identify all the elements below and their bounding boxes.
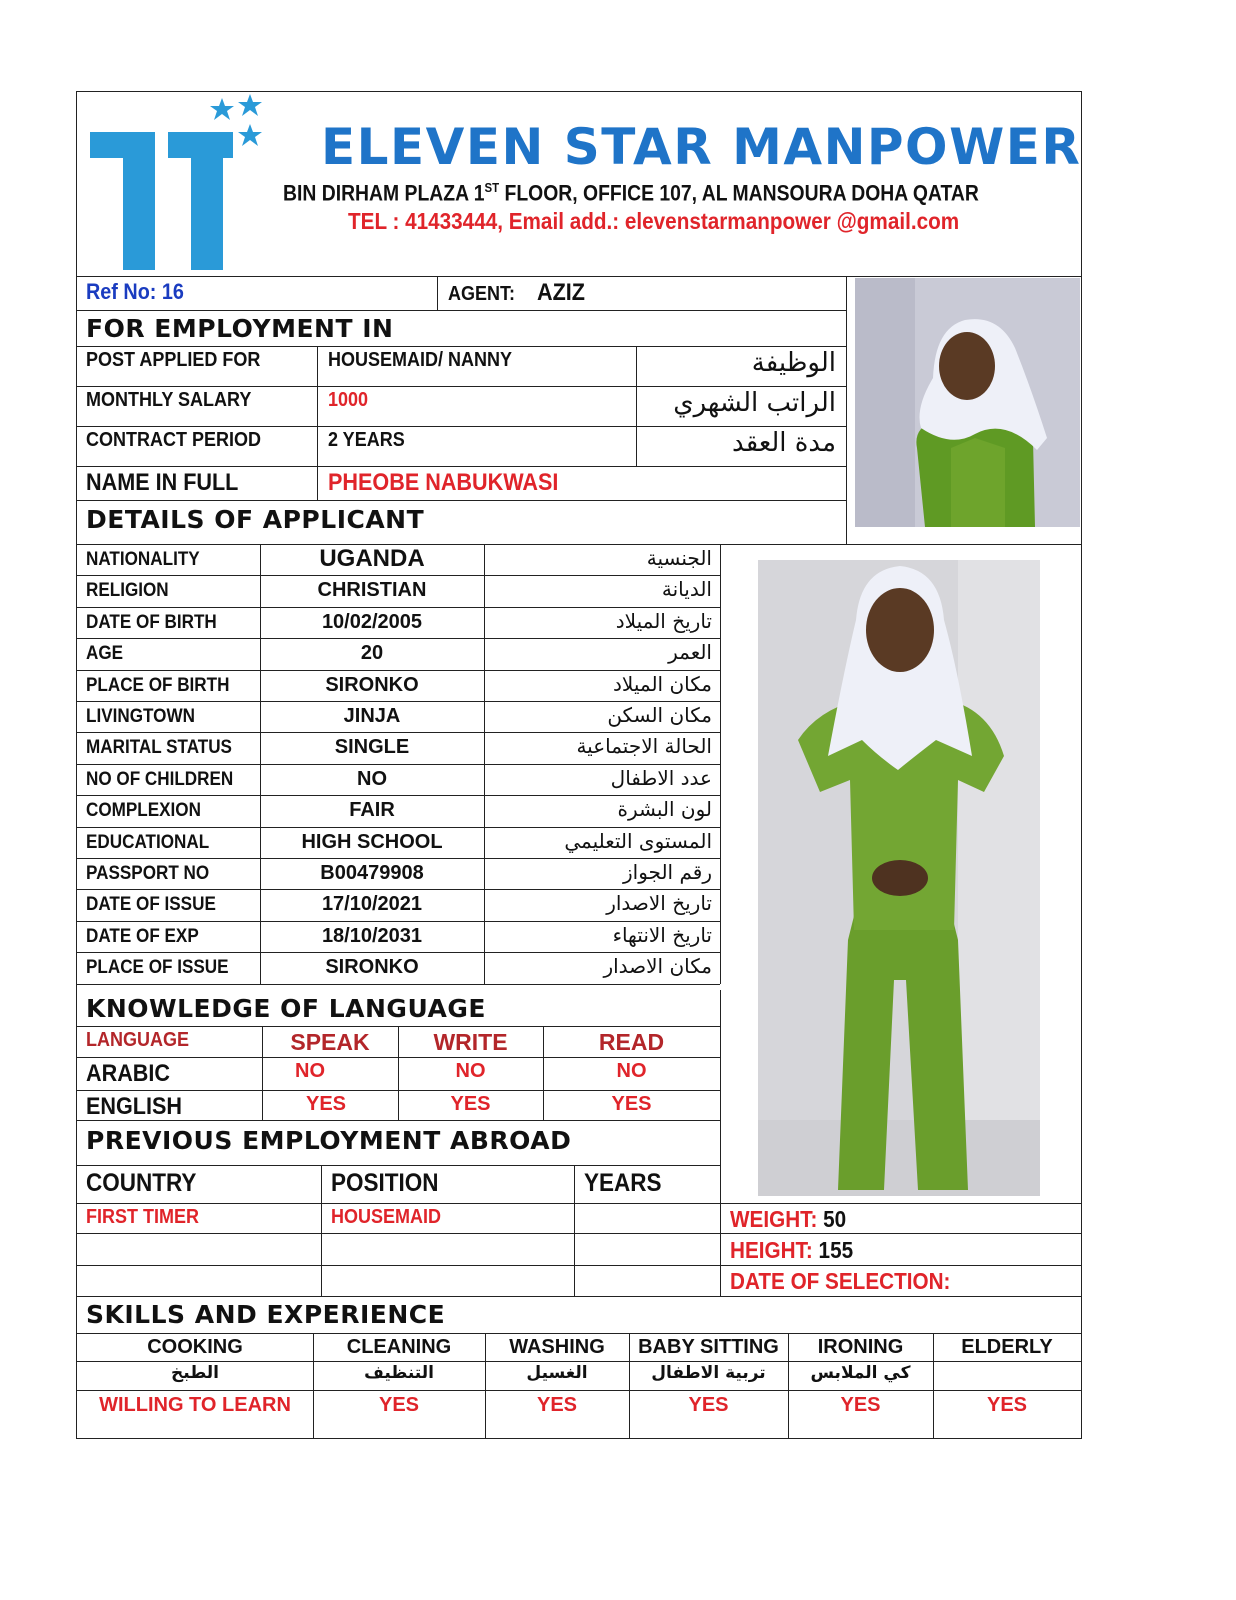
- previous-header: POSITION: [331, 1169, 439, 1197]
- detail-label: LIVINGTOWN: [86, 706, 195, 727]
- detail-value: JINJA: [343, 705, 401, 727]
- detail-value: 20: [360, 642, 384, 665]
- company-address: [283, 180, 979, 206]
- applicant-photo-portrait: [855, 278, 1080, 527]
- language-header: SPEAK: [290, 1029, 370, 1055]
- detail-label: NATIONALITY: [86, 549, 200, 570]
- detail-value: SINGLE: [334, 736, 410, 759]
- detail-value: SIRONKO: [325, 956, 419, 979]
- address-superscript: ST: [484, 180, 500, 195]
- details-section-title: DETAILS OF APPLICANT: [86, 505, 425, 534]
- language-value: NO: [616, 1060, 647, 1082]
- employment-row-label: POST APPLIED FOR: [86, 349, 261, 371]
- agent-label: AGENT:: [448, 283, 516, 305]
- detail-arabic: لون البشرة: [617, 797, 712, 822]
- detail-value: 17/10/2021: [321, 893, 423, 916]
- detail-arabic: رقم الجواز: [623, 860, 712, 884]
- detail-value: NO: [357, 767, 387, 790]
- previous-position: HOUSEMAID: [331, 1206, 442, 1228]
- logo-digits: [90, 132, 233, 270]
- skill-value: WILLING TO LEARN: [99, 1394, 291, 1416]
- previous-header: COUNTRY: [86, 1169, 197, 1197]
- detail-arabic: الديانة: [661, 577, 712, 602]
- employment-row-label: MONTHLY SALARY: [86, 389, 252, 411]
- detail-label: DATE OF BIRTH: [86, 611, 217, 633]
- height-label: HEIGHT:: [730, 1237, 813, 1263]
- detail-label: MARITAL STATUS: [86, 737, 232, 759]
- language-section-title: KNOWLEDGE OF LANGUAGE: [86, 994, 486, 1023]
- language-value: YES: [450, 1093, 491, 1115]
- detail-arabic: الجنسية: [646, 546, 712, 570]
- skill-name-arabic: الطبخ: [171, 1363, 219, 1383]
- salary-value: 1000: [328, 389, 369, 411]
- detail-value: UGANDA: [319, 545, 425, 572]
- employment-row-value: HOUSEMAID/ NANNY: [328, 349, 513, 371]
- detail-arabic: مكان الميلاد: [613, 671, 712, 696]
- detail-value: CHRISTIAN: [317, 579, 427, 602]
- language-name: ARABIC: [86, 1060, 170, 1087]
- skill-name: ELDERLY: [961, 1336, 1053, 1358]
- star-icon: [238, 94, 262, 116]
- employment-row-value: 2 YEARS: [328, 429, 405, 451]
- full-name-value: PHEOBE NABUKWASI: [328, 469, 559, 496]
- skill-value: YES: [986, 1394, 1028, 1416]
- selection-date-label: DATE OF SELECTION:: [730, 1268, 951, 1294]
- language-value: YES: [305, 1093, 347, 1115]
- detail-label: DATE OF EXP: [86, 925, 199, 947]
- detail-arabic: تاريخ الميلاد: [615, 608, 712, 633]
- skill-value: YES: [840, 1394, 881, 1416]
- detail-arabic: مكان السكن: [607, 703, 712, 727]
- company-name: ELEVEN STAR MANPOWER: [321, 118, 1082, 176]
- detail-label: DATE OF ISSUE: [86, 894, 216, 916]
- detail-arabic: عدد الاطفال: [610, 765, 712, 790]
- language-value: NO: [295, 1060, 325, 1082]
- height-field: [730, 1237, 853, 1264]
- employment-row-arabic: الراتب الشهري: [673, 388, 836, 418]
- detail-value: 18/10/2031: [321, 924, 423, 947]
- detail-label: NO OF CHILDREN: [86, 768, 234, 790]
- previous-header: YEARS: [584, 1169, 662, 1197]
- ref-value: 16: [161, 279, 184, 304]
- height-value: 155: [818, 1237, 854, 1263]
- detail-arabic: العمر: [668, 640, 712, 665]
- ref-label: [86, 279, 184, 305]
- weight-value: 50: [823, 1206, 847, 1232]
- agent-value: AZIZ: [537, 279, 585, 306]
- detail-value: 10/02/2005: [321, 610, 423, 633]
- skill-name: CLEANING: [346, 1336, 452, 1358]
- detail-label: PLACE OF BIRTH: [86, 674, 230, 696]
- previous-country: FIRST TIMER: [86, 1206, 199, 1228]
- detail-label: AGE: [86, 643, 124, 665]
- company-contact: TEL : 41433444, Email add.: elevenstarmanpower @gmail.com: [348, 208, 960, 234]
- ref-label-text: Ref No:: [86, 279, 157, 304]
- company-logo: [85, 92, 275, 274]
- previous-section-title: PREVIOUS EMPLOYMENT ABROAD: [86, 1126, 572, 1155]
- language-header: READ: [598, 1029, 665, 1055]
- detail-value: FAIR: [349, 799, 395, 822]
- detail-value: HIGH SCHOOL: [301, 830, 443, 853]
- skill-name-arabic: التنظيف: [364, 1363, 434, 1383]
- weight-label: WEIGHT:: [730, 1206, 818, 1232]
- detail-label: PASSPORT NO: [86, 863, 210, 884]
- star-icon: [210, 98, 234, 120]
- language-header: LANGUAGE: [86, 1029, 190, 1051]
- weight-field: [730, 1206, 846, 1233]
- language-header: WRITE: [433, 1029, 508, 1055]
- language-value: NO: [455, 1060, 486, 1082]
- detail-arabic: تاريخ الاصدار: [606, 891, 712, 916]
- detail-arabic: تاريخ الانتهاء: [612, 922, 712, 947]
- detail-arabic: المستوى التعليمي: [564, 828, 712, 853]
- detail-label: EDUCATIONAL: [86, 831, 210, 853]
- address-line-end: FLOOR, OFFICE 107, AL MANSOURA DOHA QATAR: [499, 180, 979, 206]
- skills-section-title: SKILLS AND EXPERIENCE: [86, 1300, 446, 1329]
- detail-arabic: الحالة الاجتماعية: [576, 734, 712, 759]
- detail-value: SIRONKO: [325, 673, 419, 696]
- full-name-label: NAME IN FULL: [86, 469, 239, 496]
- detail-value: B00479908: [320, 862, 424, 884]
- skill-value: YES: [688, 1394, 729, 1416]
- employment-row-arabic: الوظيفة: [751, 348, 836, 378]
- language-name: ENGLISH: [86, 1093, 183, 1120]
- skill-name: IRONING: [817, 1336, 904, 1358]
- detail-label: RELIGION: [86, 580, 169, 602]
- skill-name-arabic: الغسيل: [526, 1363, 588, 1383]
- star-icon: [238, 124, 262, 146]
- skill-name-arabic: تربية الاطفال: [651, 1363, 766, 1383]
- skill-name: WASHING: [509, 1336, 605, 1358]
- company-header: [77, 92, 1081, 276]
- detail-arabic: مكان الاصدار: [603, 954, 712, 979]
- skill-name: BABY SITTING: [638, 1336, 779, 1358]
- address-line-start: BIN DIRHAM PLAZA 1: [283, 180, 485, 206]
- applicant-photo-full: [758, 560, 1040, 1196]
- detail-label: PLACE OF ISSUE: [86, 957, 229, 979]
- language-value: YES: [611, 1093, 652, 1115]
- skill-value: YES: [536, 1394, 578, 1416]
- detail-label: COMPLEXION: [86, 800, 201, 822]
- skill-name-arabic: كي الملابس: [810, 1363, 911, 1383]
- employment-row-arabic: مدة العقد: [732, 428, 836, 458]
- employment-section-title: FOR EMPLOYMENT IN: [86, 314, 394, 343]
- skill-name: COOKING: [147, 1336, 243, 1358]
- employment-row-label: CONTRACT PERIOD: [86, 429, 262, 451]
- skill-value: YES: [378, 1394, 420, 1416]
